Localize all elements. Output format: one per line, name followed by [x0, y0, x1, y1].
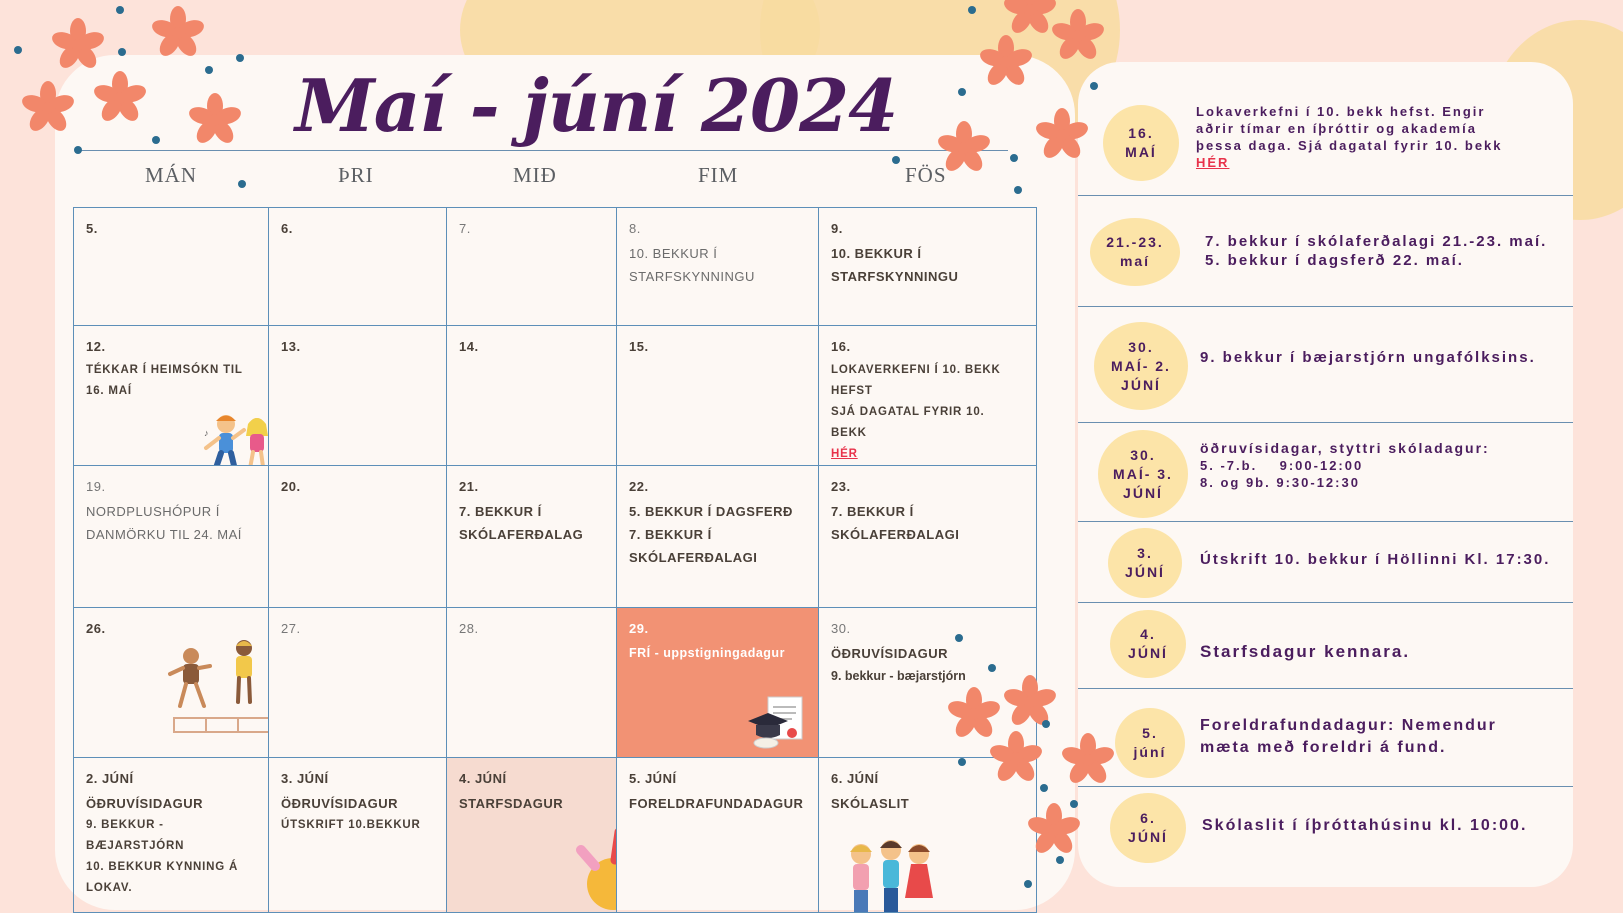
day-cell[interactable]: [269, 758, 447, 913]
event-line: 9. bekkur í bæjarstjórn ungafólksins.: [1200, 349, 1536, 366]
flower-icon: [934, 118, 994, 178]
event-text: TÉKKAR Í HEIMSÓKN TIL: [86, 364, 243, 376]
day-cell[interactable]: [819, 466, 1037, 608]
date-circle: [1094, 322, 1188, 410]
day-cell[interactable]: [819, 208, 1037, 326]
day-cell[interactable]: [74, 466, 269, 608]
event-text: DANMÖRKU TIL 24. MAÍ: [86, 527, 242, 542]
event-text: 16. MAÍ: [86, 385, 132, 397]
day-cell-holiday[interactable]: [617, 608, 819, 758]
flower-icon: [48, 15, 108, 75]
event-text: 10. BEKKUR KYNNING Á: [86, 861, 239, 873]
weekday-header: [73, 163, 1038, 193]
decor-dot: [116, 6, 124, 14]
flower-icon: [1000, 672, 1060, 732]
day-number: 5.: [86, 221, 98, 236]
event-description: [1200, 440, 1570, 491]
event-description: [1200, 642, 1570, 661]
graduation-cap-diploma-icon: [746, 693, 806, 751]
decor-dot: [14, 46, 22, 54]
decor-dot: [1024, 880, 1032, 888]
day-cell[interactable]: [447, 466, 617, 608]
date-circle: [1108, 528, 1182, 598]
decor-dot: [74, 146, 82, 154]
divider: [1078, 602, 1573, 603]
day-number: 4. JÚNÍ: [459, 771, 507, 786]
date-label: 3.: [1137, 545, 1153, 561]
date-label: JÚNÍ: [1123, 484, 1163, 501]
event-text: 9. bekkur - bæjarstjórn: [831, 669, 966, 683]
event-line: öðruvísidagar, styttri skóladagur:: [1200, 440, 1490, 456]
decor-dot: [968, 6, 976, 14]
event-line: Skólaslit í íþróttahúsinu kl. 10:00.: [1202, 817, 1528, 834]
day-cell[interactable]: [447, 326, 617, 466]
her-link[interactable]: HÉR: [831, 448, 858, 460]
divider: [78, 150, 1008, 151]
date-label: 30.: [1128, 338, 1154, 355]
decor-dot: [238, 180, 246, 188]
event-description: [1200, 348, 1570, 367]
event-description: [1205, 232, 1575, 270]
event-text: LOKAV.: [86, 882, 133, 894]
divider: [1078, 521, 1573, 522]
event-line: aðrir tímar en íþróttir og akademía: [1196, 121, 1477, 136]
decor-dot: [958, 758, 966, 766]
decor-dot: [1090, 82, 1098, 90]
event-text: ÖÐRUVÍSIDAGUR: [281, 796, 399, 811]
event-description: [1196, 103, 1556, 171]
day-number: 28.: [459, 621, 479, 636]
day-number: 5. JÚNÍ: [629, 771, 677, 786]
event-line: 7. bekkur í skólaferðalagi 21.-23. maí.: [1205, 233, 1548, 250]
flower-icon: [1000, 0, 1060, 40]
date-label: 5.: [1142, 725, 1158, 741]
date-label: 16.: [1128, 125, 1154, 141]
day-number: 7.: [459, 221, 471, 236]
handprint-icon: [575, 826, 617, 913]
day-number: 21.: [459, 479, 479, 494]
event-text: SKÓLAFERÐALAG: [459, 527, 584, 542]
event-text: NORDPLUSHÓPUR Í: [86, 504, 220, 519]
day-number: 29.: [629, 621, 649, 636]
date-label: maí: [1119, 253, 1151, 269]
event-text: 5. BEKKUR Í DAGSFERÐ: [629, 504, 793, 519]
flower-icon: [976, 32, 1036, 92]
date-label: MAÍ- 2.: [1111, 357, 1171, 374]
decor-dot: [955, 634, 963, 642]
event-text: STARFSDAGUR: [459, 796, 564, 811]
event-line: Foreldrafundadagur: Nemendur: [1200, 717, 1497, 734]
calendar-week-row: [74, 758, 1037, 913]
event-line: 5. bekkur í dagsferð 22. maí.: [1205, 252, 1464, 269]
day-cell[interactable]: [617, 208, 819, 326]
decor-dot: [1042, 720, 1050, 728]
day-number: 6. JÚNÍ: [831, 771, 879, 786]
date-label: JÚNÍ: [1128, 829, 1168, 845]
date-circle: [1103, 105, 1179, 181]
calendar-grid: [73, 207, 1037, 913]
divider: [1078, 786, 1573, 787]
decor-dot: [152, 136, 160, 144]
event-description: [1200, 550, 1572, 569]
her-link[interactable]: HÉR: [1196, 155, 1230, 170]
day-number: 8.: [629, 221, 641, 236]
date-label: 30.: [1130, 446, 1156, 463]
event-line: mæta með foreldri á fund.: [1200, 739, 1447, 756]
event-text: 7. BEKKUR Í: [831, 504, 914, 519]
decor-dot: [1014, 186, 1022, 194]
event-text: STARFSKYNNINGU: [629, 269, 755, 284]
day-number: 19.: [86, 479, 106, 494]
day-number: 6.: [281, 221, 293, 236]
day-number: 13.: [281, 339, 301, 354]
decor-dot: [892, 156, 900, 164]
flower-icon: [18, 78, 78, 138]
date-label: 21.-23.: [1106, 234, 1164, 250]
day-number: 9.: [831, 221, 843, 236]
decor-dot: [236, 54, 244, 62]
flower-icon: [986, 728, 1046, 788]
date-label: 6.: [1140, 810, 1156, 826]
event-text: 10. BEKKUR Í: [629, 246, 718, 261]
decor-dot: [958, 88, 966, 96]
day-cell[interactable]: [269, 466, 447, 608]
decor-dot: [1070, 800, 1078, 808]
day-number: 12.: [86, 339, 106, 354]
day-number: 27.: [281, 621, 301, 636]
day-number: 20.: [281, 479, 301, 494]
flower-icon: [1024, 800, 1084, 860]
event-text: STARFSKYNNINGU: [831, 269, 959, 284]
calendar-week-row: [74, 326, 1037, 466]
event-line: Útskrift 10. bekkur í Höllinni Kl. 17:30.: [1200, 551, 1551, 568]
date-label: JÚNÍ: [1125, 564, 1165, 580]
day-cell[interactable]: [74, 608, 269, 758]
event-text: FRÍ - uppstigningadagur: [629, 646, 785, 660]
day-cell[interactable]: [447, 758, 617, 913]
decor-dot: [1010, 154, 1018, 162]
event-text: 9. BEKKUR - BÆJARSTJÓRN: [86, 819, 185, 852]
date-circle: [1115, 708, 1185, 778]
event-description: [1202, 816, 1572, 835]
weekday-thu: FIM: [698, 163, 739, 187]
svg-text:♪: ♪: [204, 428, 209, 438]
date-label: JÚNÍ: [1128, 645, 1168, 661]
day-cell[interactable]: [819, 326, 1037, 466]
day-cell[interactable]: [269, 326, 447, 466]
decor-dot: [205, 66, 213, 74]
event-text: FORELDRAFUNDADAGUR: [629, 796, 804, 811]
dancing-kids-illustration: ♪♪: [202, 412, 269, 466]
date-label: 4.: [1140, 626, 1156, 642]
date-label: JÚNÍ: [1121, 376, 1161, 393]
day-number: 23.: [831, 479, 851, 494]
event-text: ÖÐRUVÍSIDAGUR: [831, 646, 949, 661]
hopscotch-kids-illustration: [166, 636, 269, 748]
day-number: 16.: [831, 339, 851, 354]
date-label: júní: [1133, 744, 1167, 760]
day-cell[interactable]: [269, 608, 447, 758]
decor-dot: [988, 664, 996, 672]
day-cell[interactable]: [74, 326, 278, 466]
event-text: 7. BEKKUR Í: [459, 504, 542, 519]
day-cell[interactable]: [447, 608, 617, 758]
calendar-week-row: [74, 466, 1037, 608]
date-circle: [1110, 793, 1186, 863]
divider: [1078, 688, 1573, 689]
event-line: 8. og 9b. 9:30-12:30: [1200, 475, 1360, 490]
decor-dot: [1056, 856, 1064, 864]
page-title: Maí - júní 2024: [295, 63, 898, 148]
day-cell[interactable]: [74, 758, 269, 913]
calendar-week-row: [74, 208, 1037, 326]
flower-icon: [1032, 105, 1092, 165]
event-text: SKÓLASLIT: [831, 796, 910, 811]
event-text: HEFST: [831, 385, 873, 397]
event-line: 5. -7.b. 9:00-12:00: [1200, 458, 1364, 473]
divider: [1078, 195, 1573, 196]
day-cell[interactable]: [447, 208, 617, 326]
date-label: MAÍ: [1125, 144, 1157, 160]
day-cell[interactable]: [617, 758, 819, 913]
day-number: 2. JÚNÍ: [86, 771, 134, 786]
weekday-wed: MIÐ: [513, 163, 557, 187]
weekday-tue: ÞRI: [338, 163, 374, 187]
flower-icon: [148, 3, 208, 63]
divider: [1078, 422, 1573, 423]
decor-dot: [118, 48, 126, 56]
event-text: LOKAVERKEFNI Í 10. BEKK: [831, 364, 1001, 376]
event-line: þessa daga. Sjá dagatal fyrir 10. bekk: [1196, 138, 1503, 153]
event-text: SKÓLAFERÐALAGI: [831, 527, 960, 542]
decor-dot: [1040, 784, 1048, 792]
date-circle: [1098, 430, 1188, 518]
event-text: SJÁ DAGATAL FYRIR 10. BEKK: [831, 406, 985, 439]
three-girls-illustration: [839, 836, 943, 913]
day-cell[interactable]: [617, 466, 819, 608]
day-number: 14.: [459, 339, 479, 354]
day-number: 22.: [629, 479, 649, 494]
date-circle: [1110, 610, 1186, 678]
day-number: 30.: [831, 621, 851, 636]
event-text: 7. BEKKUR Í: [629, 527, 712, 542]
flower-icon: [185, 90, 245, 150]
weekday-mon: MÁN: [145, 163, 198, 187]
event-description: [1200, 715, 1570, 759]
date-circle: [1090, 218, 1180, 286]
event-text: 10. BEKKUR Í: [831, 246, 922, 261]
event-line: Lokaverkefni í 10. bekk hefst. Engir: [1196, 104, 1486, 119]
day-number: 3. JÚNÍ: [281, 771, 329, 786]
day-cell[interactable]: [74, 208, 269, 326]
event-text: SKÓLAFERÐALAGI: [629, 550, 758, 565]
day-number: 15.: [629, 339, 649, 354]
divider: [1078, 306, 1573, 307]
day-cell[interactable]: [617, 326, 819, 466]
event-line: Starfsdagur kennara.: [1200, 642, 1411, 661]
flower-icon: [1058, 730, 1118, 790]
event-text: ÖÐRUVÍSIDAGUR: [86, 796, 204, 811]
event-text: ÚTSKRIFT 10.BEKKUR: [281, 819, 421, 831]
flower-icon: [90, 68, 150, 128]
day-number: 26.: [86, 621, 106, 636]
day-cell[interactable]: [269, 208, 447, 326]
weekday-fri: FÖS: [905, 163, 947, 187]
calendar-week-row: [74, 608, 1037, 758]
date-label: MAÍ- 3.: [1113, 465, 1173, 482]
